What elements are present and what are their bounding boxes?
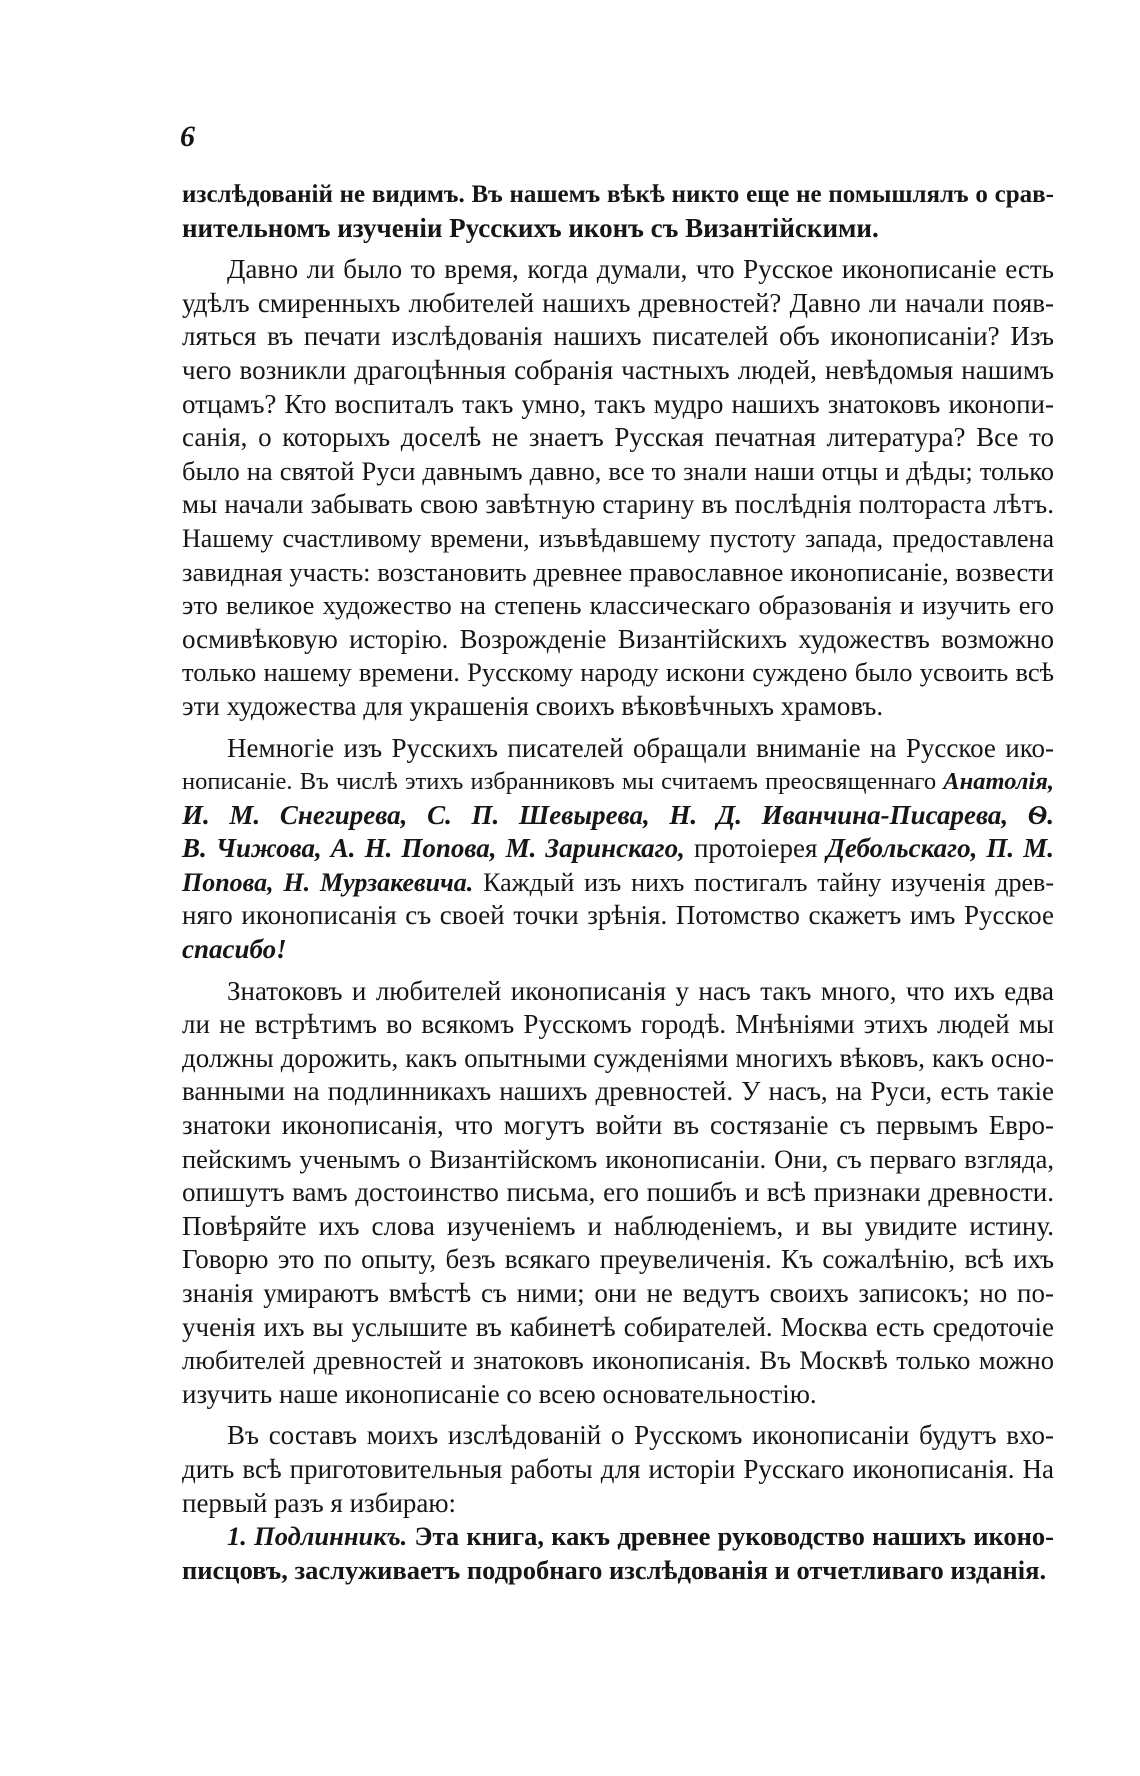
text-line: пейскимъ ученымъ о Византійскомъ иконописаніи. Они, съ перваго взгляда, [182,1143,1054,1174]
text-line: Знатоковъ и любителей иконописанія у насъ такъ много, что ихъ едва [227,975,1054,1006]
text-line: Повѣряйте ихъ слова изученіемъ и наблюденіемъ, и вы увидите истину. [182,1210,1054,1241]
text-line: было на святой Руси давнымъ давно, все то знали наши отцы и дѣды; только [182,455,1054,486]
text-line: санія, о которыхъ доселѣ не знаетъ Русская печатная литература? Все то [182,422,1054,453]
text-line: первый разъ я избираю: [182,1487,457,1518]
text-line: ванными на подлинникахъ нашихъ древностей. У насъ, на Руси, есть такіе [182,1076,1054,1107]
text-line: Давно ли было то время, когда думали, что Русское иконописаніе есть [227,254,1054,285]
text-line: опишутъ вамъ достоинство письма, его пошибъ и всѣ признаки древности. [182,1177,1054,1208]
text-line: удѣлъ смиренныхъ любителей нашихъ древностей? Давно ли начали появ- [182,287,1054,318]
text-line [182,765,1054,799]
text-line: знатоки иконописанія, что могутъ войти въ состязаніе съ первымъ Евро- [182,1110,1054,1141]
text-line: эти художества для украшенія своихъ вѣковѣчныхъ храмовъ. [182,690,884,721]
text-segment: протоіерея [693,833,818,864]
text-line: писцовъ, заслуживаетъ подробнаго изслѣдованія и отчетливаго изданія. [182,1554,1047,1585]
text-line: дить всѣ приготовительныя работы для исторіи Русскаго иконописанія. На [182,1453,1054,1484]
text-segment: Попова, Н. Мурзакевича. [182,867,474,897]
text-segment: нописаніе. Въ числѣ этихъ избранниковъ мы считаемъ преосвященнаго [182,768,937,796]
text-line: Говорю это по опыту, безъ всякаго преувеличенія. Къ сожалѣнію, всѣ ихъ [182,1244,1054,1275]
text-segment: Анатолія, [943,768,1054,796]
text-line: Въ составъ моихъ изслѣдованій о Русскомъ иконописаніи будутъ вхо- [227,1420,1054,1451]
text-segment: Дебольскаго, П. М. [826,833,1054,864]
text-line: знанія умираютъ вмѣстѣ съ ними; они не ведутъ своихъ записокъ; но по- [182,1278,1054,1308]
text-line: спасибо! [182,934,287,965]
text-line: осмивѣковую исторію. Возрожденіе Византійскихъ художествъ возможно [182,623,1054,654]
text-line: чего возникли драгоцѣнныя собранія частныхъ людей, невѣдомыя нашимъ [182,354,1054,385]
text-segment: И. М. Снегирева, С. П. Шевырева, Н. Д. Иванчина-Писарева, Ѳ. [182,799,1054,830]
text-line [182,1520,1054,1554]
text-line: ученія ихъ вы услышите въ кабинетѣ собирателей. Москва есть средоточіе [182,1311,1054,1342]
page-number: 6 [180,120,195,153]
text-line: нительномъ изученіи Русскихъ иконъ съ Византійскими. [182,212,879,243]
text-line: Немногіе изъ Русскихъ писателей обращали вниманіе на Русское ико- [227,732,1054,763]
text-segment: 1. Подлинникъ. [227,1521,408,1552]
text-line: изучить наше иконописаніе со всею основательностію. [182,1378,817,1409]
text-line: ляться въ печати изслѣдованія нашихъ писателей объ иконописаніи? Изъ [182,321,1054,352]
text-segment: Эта книга, какъ древнее руководство нашихъ иконо- [414,1521,1054,1552]
body-text [182,178,1054,1587]
name-anatoly: Анатолія [943,768,1048,796]
text-line: Нашему счастливому времени, изъвѣдавшему пустоту запада, предоставлена [182,523,1054,553]
text-line: завидная участь: возстановить древнее православное иконописаніе, возвести [182,556,1054,587]
text-line: должны дорожить, какъ опытными сужденіями многихъ вѣковъ, какъ осно- [182,1042,1054,1073]
text-line [182,866,1054,900]
text-segment: В. Чижова, А. Н. Попова, М. Заринскаго, [182,833,685,864]
text-line: няго иконописанія съ своей точки зрѣнія. Потомство скажетъ имъ Русское [182,900,1054,931]
text-line: мы начали забывать свою завѣтную старину въ послѣднія полтораста лѣтъ. [182,489,1054,520]
text-line: только нашему времени. Русскому народу искони суждено было усвоить всѣ [182,657,1054,688]
text-segment: Каждый изъ нихъ постигалъ тайну изученія древ- [483,867,1054,897]
text-line: это великое художество на степень классическаго образованія и изучить его [182,590,1054,621]
text-line: любителей древностей и знатоковъ иконописанія. Въ Москвѣ только можно [182,1345,1054,1376]
text-line [182,799,1054,833]
text-line: отцамъ? Кто воспиталъ такъ умно, такъ мудро нашихъ знатоковъ иконопи- [182,388,1054,419]
text-line: изслѣдованій не видимъ. Въ нашемъ вѣкѣ никто еще не помышлялъ о срав- [182,181,1054,208]
text-line [182,832,1054,866]
text-line: ли не встрѣтимъ во всякомъ Русскомъ городѣ. Мнѣніями этихъ людей мы [182,1009,1054,1040]
